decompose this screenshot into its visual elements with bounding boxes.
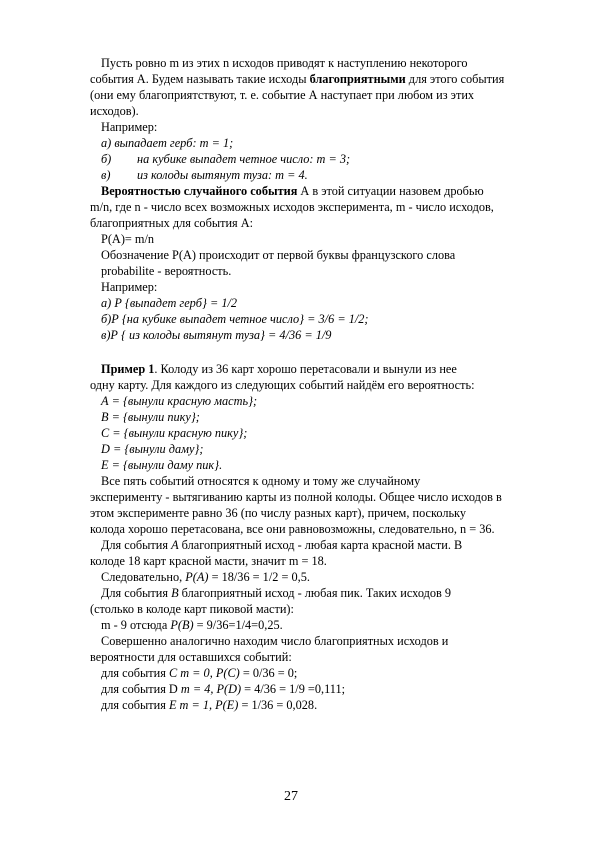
example-item: [101, 151, 350, 167]
example-item: [101, 327, 331, 343]
example-item: [101, 311, 369, 327]
page-number: 27: [284, 789, 298, 804]
text-span: = 4/36 = 1/9 =0,111;: [241, 682, 346, 696]
text-span: а) выпадает герб: т = 1;: [101, 136, 234, 150]
text-span: А в этой ситуации назовем дробью: [297, 184, 484, 198]
text-line: [101, 569, 310, 585]
text-line: [90, 71, 504, 87]
text-span: А = {вынули красную масть};: [101, 394, 258, 408]
event-item: [101, 425, 247, 441]
text-line: (они ему благоприятствуют, т. е. событие А наступает при любом из этих: [90, 88, 475, 102]
text-span: . Колоду из 36 карт хорошо перетасовали и вынули из нее: [154, 362, 457, 376]
text-line: Например:: [101, 280, 158, 294]
event-item: [101, 409, 200, 425]
item-label: в): [101, 168, 111, 182]
text-span: Следовательно,: [101, 570, 186, 584]
text-span: в)Р { из колоды вытянут туза} = 4/36 = 1/9: [101, 328, 332, 342]
text-span: Для события: [101, 586, 172, 600]
text-span: для события D: [101, 682, 181, 696]
text-line: одну карту. Для каждого из следующих событий найдём его вероятность:: [90, 378, 475, 392]
text-line: благоприятных для события А:: [90, 216, 254, 230]
item-label: б): [101, 152, 112, 166]
text-span: Р(А): [185, 570, 209, 584]
text-span: Для события: [101, 538, 172, 552]
text-line: исходов).: [90, 104, 139, 118]
text-span: D = {вынули даму};: [101, 442, 204, 456]
text-line: Например:: [101, 120, 158, 134]
formula: P(A)= m/n: [101, 232, 155, 246]
term-bold: благоприятными: [309, 72, 406, 86]
text-span: = 1/36 = 0,028.: [238, 698, 318, 712]
text-span: = 18/36 = 1/2 = 0,5.: [208, 570, 310, 584]
text-span: В: [171, 586, 179, 600]
text-span: а) Р {выпадет герб} = 1/2: [101, 296, 238, 310]
text-line: Пусть ровно m из этих n исходов приводят к наступлению некоторого: [101, 56, 468, 70]
text-span: для события: [101, 698, 169, 712]
text-line: [101, 617, 283, 633]
text-line: [101, 537, 462, 553]
example-item: [101, 295, 237, 311]
text-line: [101, 697, 317, 713]
event-item: [101, 393, 257, 409]
text-line: probabilite - вероятность.: [101, 264, 232, 278]
example-item: [101, 167, 308, 183]
text-line: [101, 585, 451, 601]
text-span: С = {вынули красную пику};: [101, 426, 248, 440]
text-span: благоприятный исход - любая пик. Таких исходов 9: [178, 586, 452, 600]
text-span: т = 4, Р(D): [180, 682, 242, 696]
event-item: [101, 441, 203, 457]
text-span: = 0/36 = 0;: [239, 666, 298, 680]
text-span: события А. Будем называть такие исходы: [90, 72, 310, 86]
text-span: для события: [101, 666, 169, 680]
text-line: [101, 665, 297, 681]
text-line: колода хорошо перетасована, все они равновозможны, следовательно, n = 36.: [90, 522, 495, 536]
text-line: Обозначение Р(А) происходит от первой буквы французского слова: [101, 248, 456, 262]
text-line: [101, 681, 345, 697]
term-bold: Вероятностью случайного события: [101, 184, 298, 198]
text-line: Все пять событий относятся к одному и тому же случайному: [101, 474, 421, 488]
text-line: m/n, где n - число всех возможных исходов эксперимента, m - число исходов,: [90, 200, 494, 214]
text-line: вероятности для оставшихся событий:: [90, 650, 292, 664]
text-line: колоде 18 карт красной масти, значит m = 18.: [90, 554, 327, 568]
text-span: Р(В): [170, 618, 194, 632]
text-line: (столько в колоде карт пиковой масти):: [90, 602, 294, 616]
text-line: [101, 183, 484, 199]
text-span: Е = {вынули даму пик}.: [101, 458, 223, 472]
text-span: А: [171, 538, 179, 552]
text-span: благоприятный исход - любая карта красной масти. В: [178, 538, 463, 552]
text-span: из колоды вытянут туза: т = 4.: [137, 168, 308, 182]
text-span: для этого события: [405, 72, 505, 86]
example-item: [101, 135, 233, 151]
text-line: [101, 361, 457, 377]
text-line: Совершенно аналогично находим число благоприятных исходов и: [101, 634, 449, 648]
text-line: этом эксперименте равно 36 (по числу разных карт), причем, поскольку: [90, 506, 467, 520]
text-span: на кубике выпадет четное число: т = 3;: [137, 152, 351, 166]
text-span: Е т = 1, Р(Е): [168, 698, 239, 712]
example-title: Пример 1: [101, 362, 155, 376]
text-span: m - 9 отсюда: [101, 618, 171, 632]
event-item: [101, 457, 222, 473]
text-span: В = {вынули пику};: [101, 410, 200, 424]
text-span: б)Р {на кубике выпадет четное число} = 3/6 = 1/2;: [101, 312, 369, 326]
text-line: эксперименту - вытягиванию карты из полной колоды. Общее число исходов в: [90, 490, 502, 504]
text-span: С т = 0, Р(С): [168, 666, 240, 680]
text-span: = 9/36=1/4=0,25.: [193, 618, 283, 632]
